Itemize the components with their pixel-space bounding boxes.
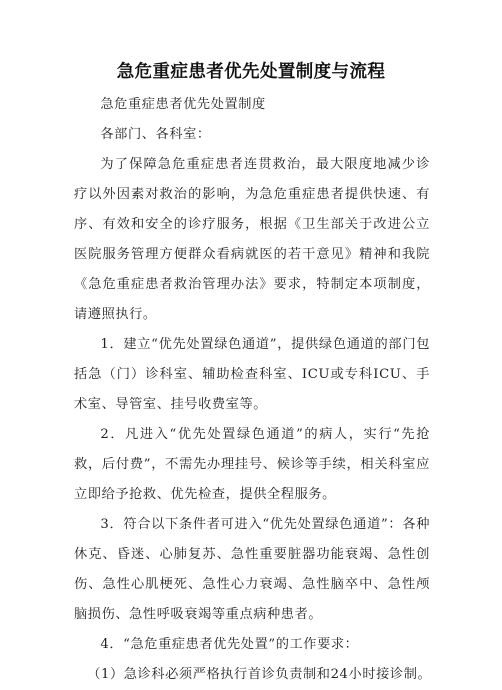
paragraph-item-1: 1．建立“优先处置绿色通道”，提供绿色通道的部门包括急（门）诊科室、辅助检查科室、ICU或专科ICU、手术室、导管室、挂号收费室等。 [74, 337, 430, 412]
paragraph-intro: 为了保障急危重症患者连贯救治，最大限度地减少诊疗以外因素对救治的影响，为急危重症患者提供快速、有序、有效和安全的诊疗服务，根据《卫生部关于改进公立医院服务管理方便群众看病就医的若干意见》精神和我院《急危重症患者救治管理办法》要求，特制定本项制度，请遵照执行。 [74, 157, 430, 322]
paragraph-item-4: 4．“急危重症患者优先处置”的工作要求： [100, 637, 359, 652]
paragraph-salutation: 各部门、各科室： [100, 127, 211, 142]
paragraph-item-3: 3．符合以下条件者可进入“优先处置绿色通道”：各种休克、昏迷、心肺复苏、急性重要脏器功能衰竭、急性创伤、急性心肌梗死、急性心力衰竭、急性脑卒中、急性颅脑损伤、急性呼吸衰竭等重点病种患者。 [74, 517, 430, 622]
paragraph-subtitle: 急危重症患者优先处置制度 [100, 97, 266, 112]
paragraph-item-4-1: （1）急诊科必须严格执行首诊负责制和24小时接诊制。 [87, 667, 432, 682]
document-body [74, 90, 430, 690]
paragraph-item-2: 2．凡进入“优先处置绿色通道”的病人，实行“先抢救，后付费”，不需先办理挂号、候诊等手续，相关科室应立即给予抢救、优先检查，提供全程服务。 [74, 427, 430, 502]
document-title: 急危重症患者优先处置制度与流程 [116, 62, 386, 82]
